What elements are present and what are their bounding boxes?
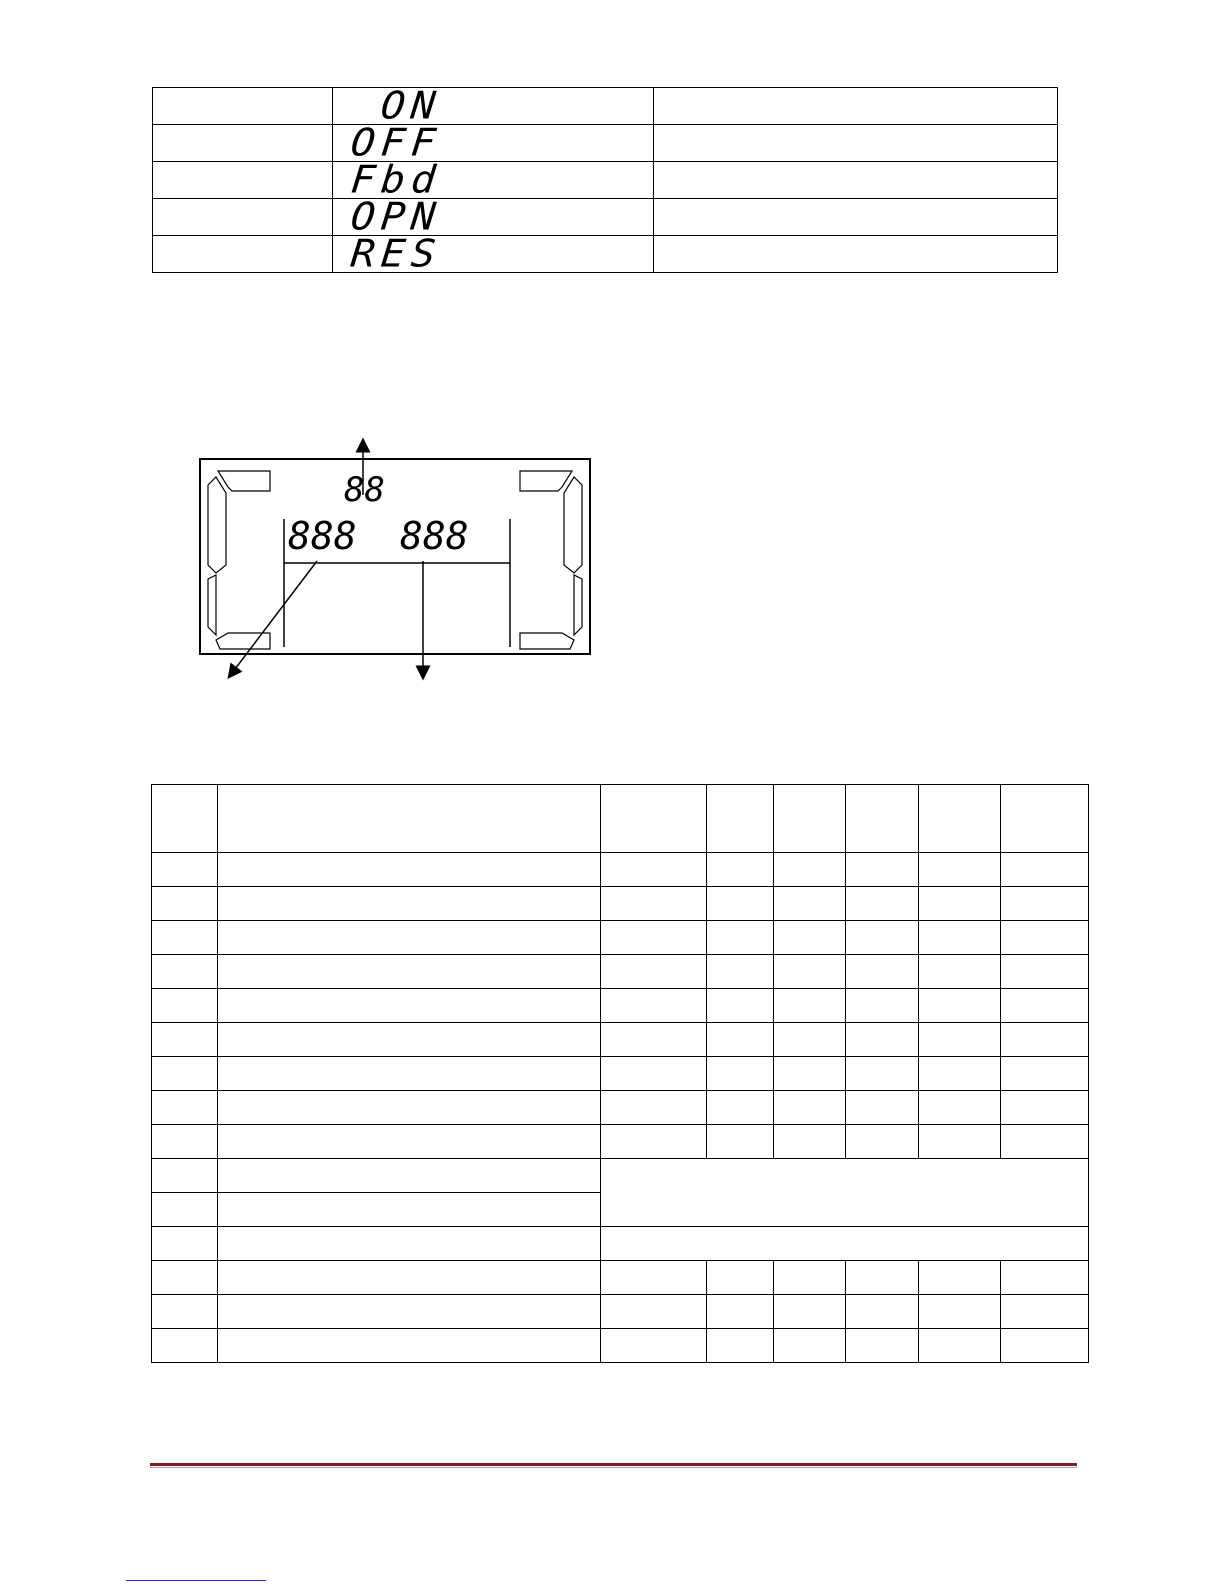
table-row — [152, 1057, 1089, 1091]
lcd-left-digits: 888 — [288, 514, 357, 558]
table-row — [153, 162, 1058, 199]
spec-table — [151, 784, 1089, 1363]
segment-code-text: OFF — [348, 121, 444, 165]
footer-rule-shadow — [150, 1467, 1077, 1468]
merged-cell — [600, 1159, 1089, 1227]
table-cell — [654, 88, 1058, 125]
table-row — [152, 955, 1089, 989]
table-header-row — [152, 785, 1089, 853]
segment-code-cell — [332, 158, 654, 202]
segment-code-text: Fbd — [348, 158, 444, 202]
table-row — [152, 853, 1089, 887]
table-row — [152, 1091, 1089, 1125]
footer-link-underline[interactable] — [126, 1580, 266, 1581]
merged-cell — [600, 1227, 1089, 1261]
segment-code-cell — [332, 84, 654, 128]
table-cell — [153, 125, 333, 162]
segment-code-cell — [332, 121, 654, 165]
table-cell — [153, 236, 333, 273]
table-row — [152, 1227, 1089, 1261]
segment-code-cell — [332, 195, 654, 239]
table-cell — [654, 199, 1058, 236]
table-row — [152, 1295, 1089, 1329]
table-cell — [153, 88, 333, 125]
table-cell — [654, 236, 1058, 273]
table-row — [152, 989, 1089, 1023]
table-row — [152, 1159, 1089, 1193]
table-cell — [654, 162, 1058, 199]
table-row — [152, 921, 1089, 955]
footer-rule — [150, 1463, 1077, 1466]
segment-code-cell — [332, 232, 654, 276]
lcd-display-diagram — [180, 435, 610, 685]
table-cell — [153, 199, 333, 236]
table-row — [153, 199, 1058, 236]
table-row — [152, 1023, 1089, 1057]
table-row — [153, 88, 1058, 125]
segment-code-text: OPN — [348, 195, 444, 239]
lcd-right-digits: 888 — [400, 514, 469, 558]
table-row — [152, 1125, 1089, 1159]
table-row — [152, 887, 1089, 921]
segment-code-text: ON — [378, 84, 444, 128]
lcd-top-digits: 88 — [344, 470, 385, 510]
table-cell — [654, 125, 1058, 162]
table-row — [152, 1329, 1089, 1363]
table-cell — [153, 162, 333, 199]
status-code-table — [152, 84, 1058, 276]
table-row — [153, 236, 1058, 273]
table-row — [152, 1261, 1089, 1295]
segment-code-text: RES — [348, 232, 444, 276]
lcd-frame — [200, 459, 590, 654]
table-row — [153, 125, 1058, 162]
